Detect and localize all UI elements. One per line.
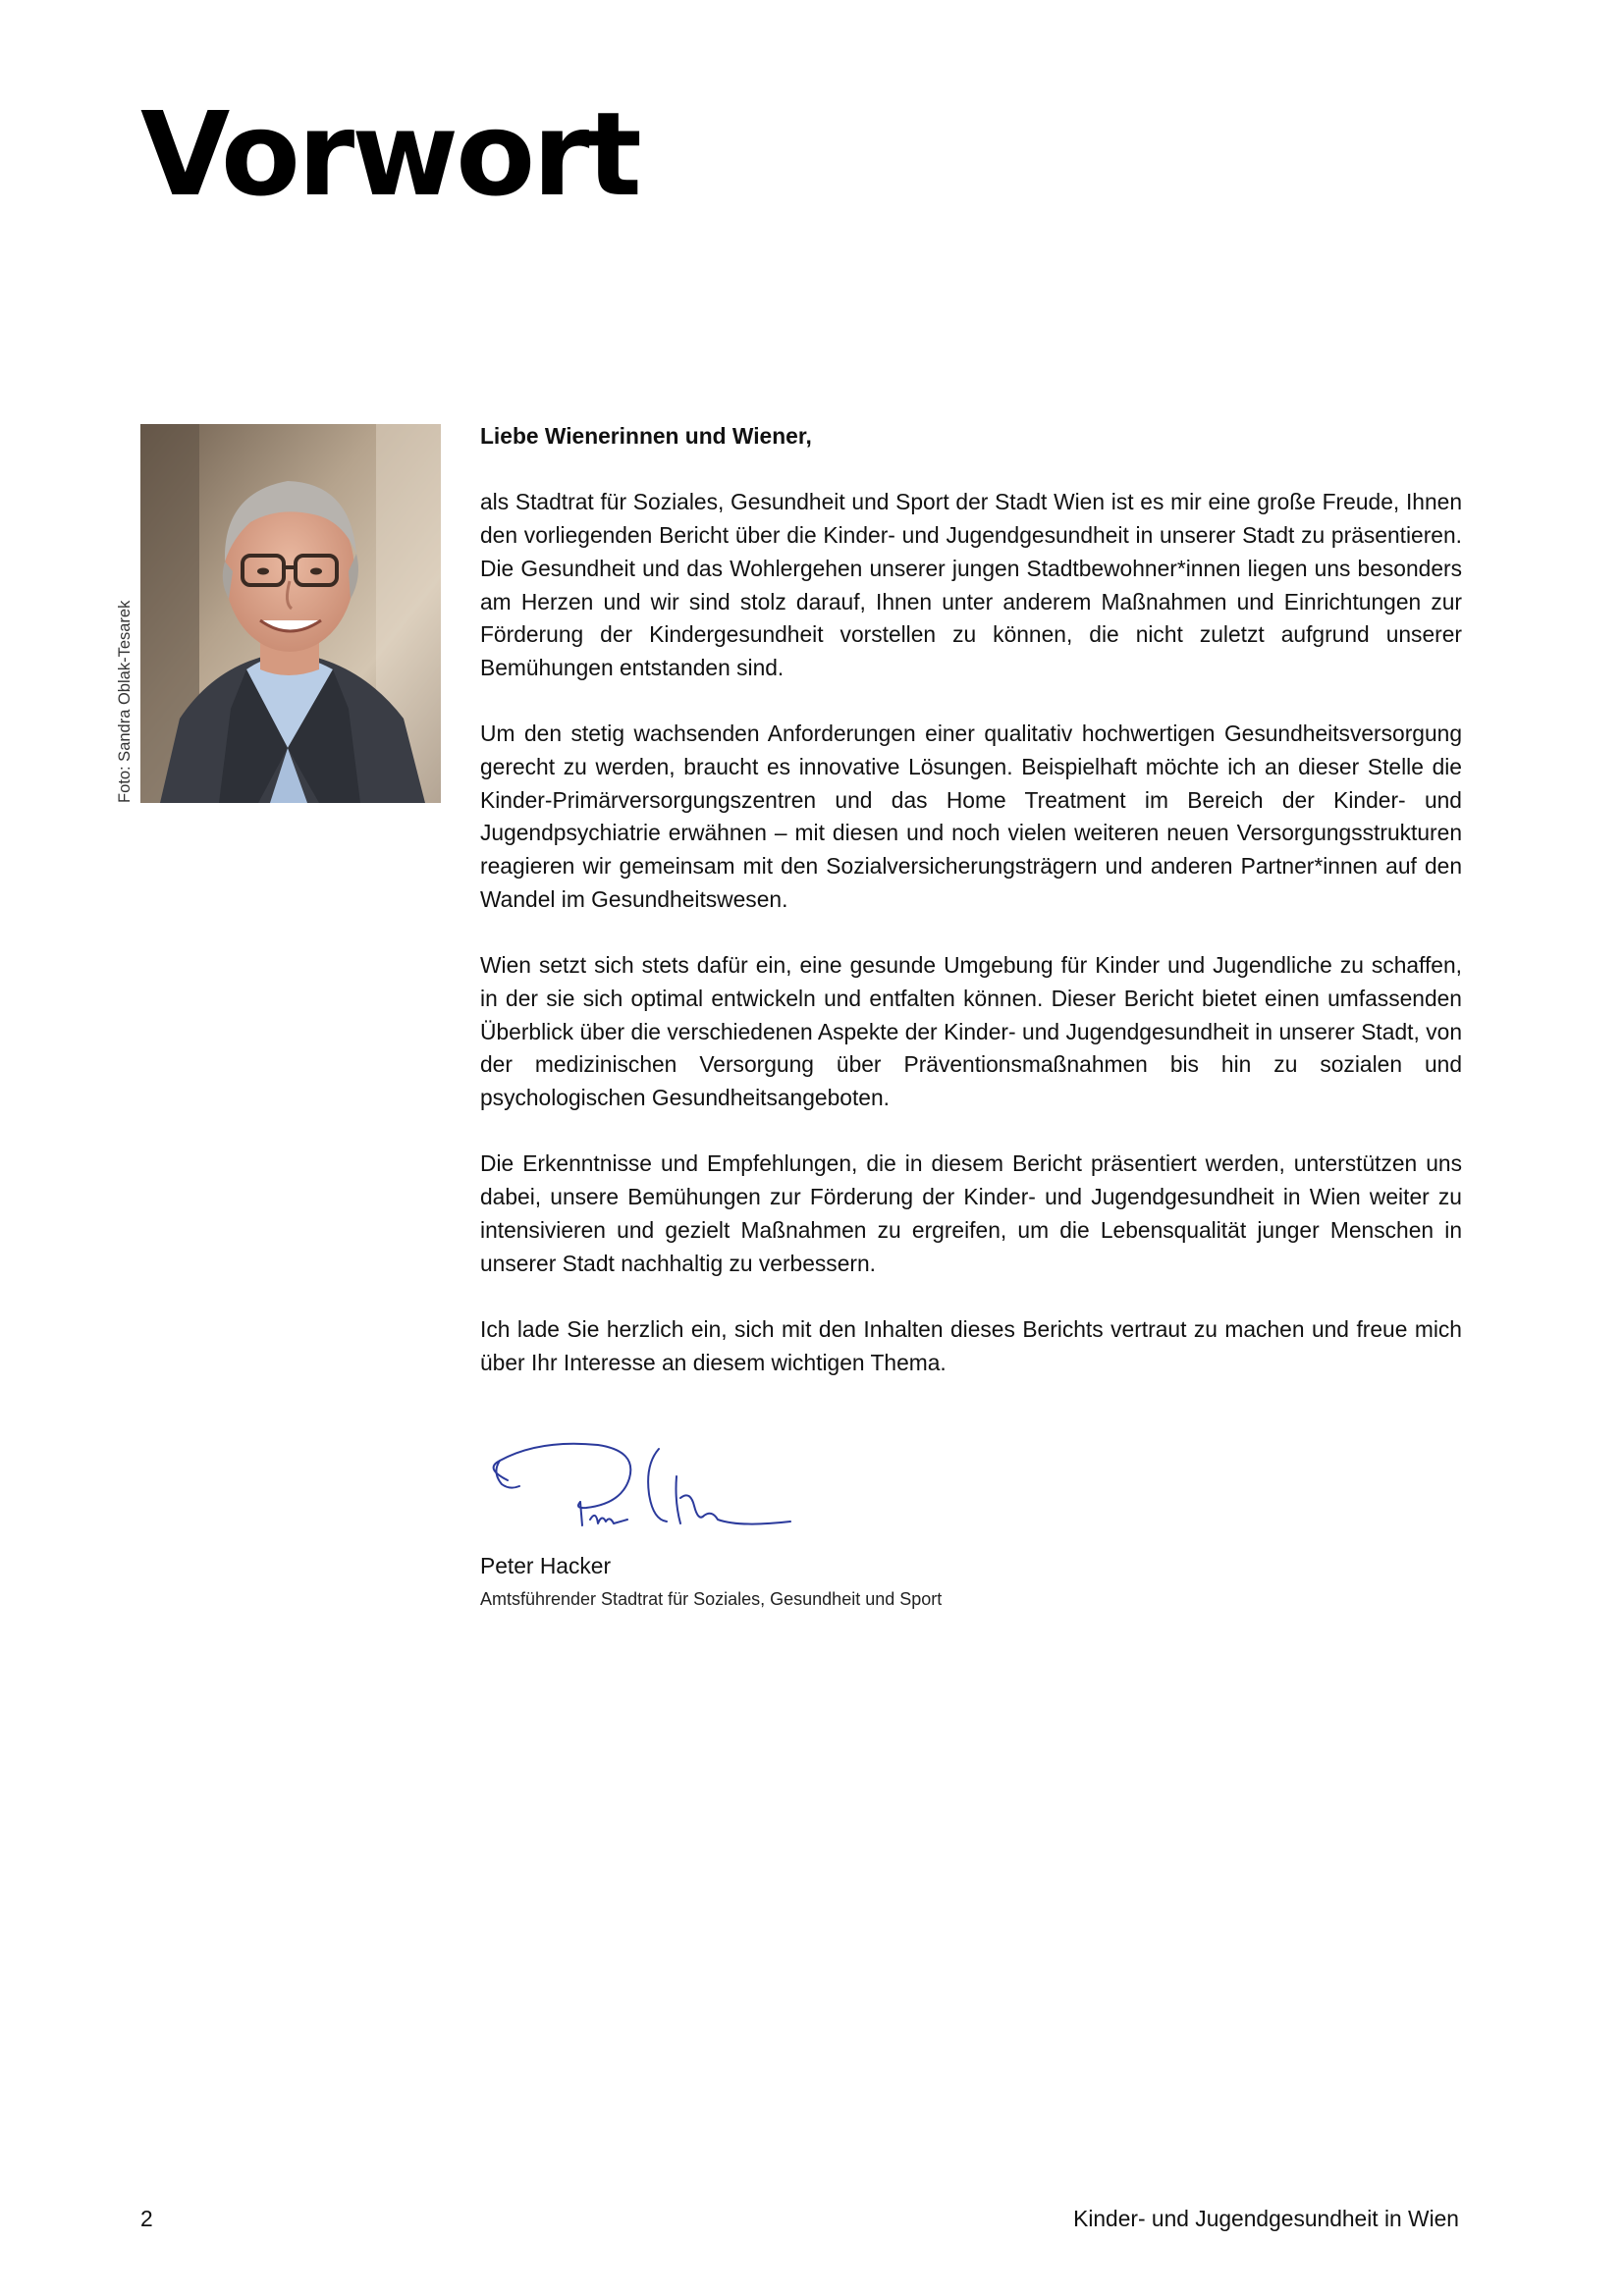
letter-body (480, 420, 1462, 1413)
signer-role: Amtsführender Stadtrat für Soziales, Gesundheit und Sport (480, 1589, 943, 1609)
page-number: 2 (140, 2206, 153, 2231)
letter-paragraph: Wien setzt sich stets dafür ein, eine gesunde Umgebung für Kinder und Jugendliche zu schaffen, in der sie sich optimal entwickeln und entfalten können. Dieser Bericht bietet einen umfassenden Überblick über die verschiedenen Aspekte der Kinder- und Jugendgesundheit in unserer Stadt, von der medizinischen Versorgung über Präventionsmaßnahmen bis hin zu sozialen und psychologischen Gesundheitsangeboten. (480, 952, 1462, 1111)
signer-name: Peter Hacker (480, 1553, 612, 1578)
portrait-illustration (140, 424, 441, 803)
letter-paragraph: Ich lade Sie herzlich ein, sich mit den Inhalten dieses Berichts vertraut zu machen und freue mich über Ihr Interesse an diesem wichtigen Thema. (480, 1315, 1462, 1375)
handwritten-signature (480, 1429, 804, 1537)
portrait-photo (140, 424, 441, 803)
photo-credit: Foto: Sandra Oblak-Tesarek (116, 600, 134, 803)
letter-paragraph: Um den stetig wachsenden Anforderungen einer qualitativ hochwertigen Gesundheitsversorgung gerecht zu werden, braucht es innovative Lösungen. Beispielhaft möchte ich an dieser Stelle die Kinder-Primärversorgungszentren und das Home Treatment im Bereich der Kinder- und Jugendpsychiatrie erwähnen – mit diesen und noch vielen weiteren neuen Versorgungsstrukturen reagieren wir gemeinsam mit den Sozialversicherungsträgern und anderen Partner*innen auf den Wandel im Gesundheitswesen. (480, 721, 1462, 912)
salutation: Liebe Wienerinnen und Wiener, (480, 423, 812, 449)
footer-publication-title: Kinder- und Jugendgesundheit in Wien (1073, 2206, 1459, 2231)
letter-paragraph: Die Erkenntnisse und Empfehlungen, die in diesem Bericht präsentiert werden, unterstützen uns dabei, unsere Bemühungen zur Förderung der Kinder- und Jugendgesundheit in Wien weiter zu intensivieren und gezielt Maßnahmen zu ergreifen, um die Lebensqualität junger Menschen in unserer Stadt nachhaltig zu verbessern. (480, 1150, 1462, 1276)
letter-paragraph: als Stadtrat für Soziales, Gesundheit und Sport der Stadt Wien ist es mir eine große Freude, Ihnen den vorliegenden Bericht über die Kinder- und Jugendgesundheit in unserer Stadt zu präsentieren. Die Gesundheit und das Wohlergehen unserer jungen Stadtbewohner*innen liegen uns besonders am Herzen und wir sind stolz darauf, Ihnen unter anderem Maßnahmen und Einrichtungen zur Förderung der Kindergesundheit vorstellen zu können, die nicht zuletzt aufgrund unserer Bemühungen entstanden sind. (480, 489, 1462, 680)
page-title: Vorwort (140, 86, 639, 222)
